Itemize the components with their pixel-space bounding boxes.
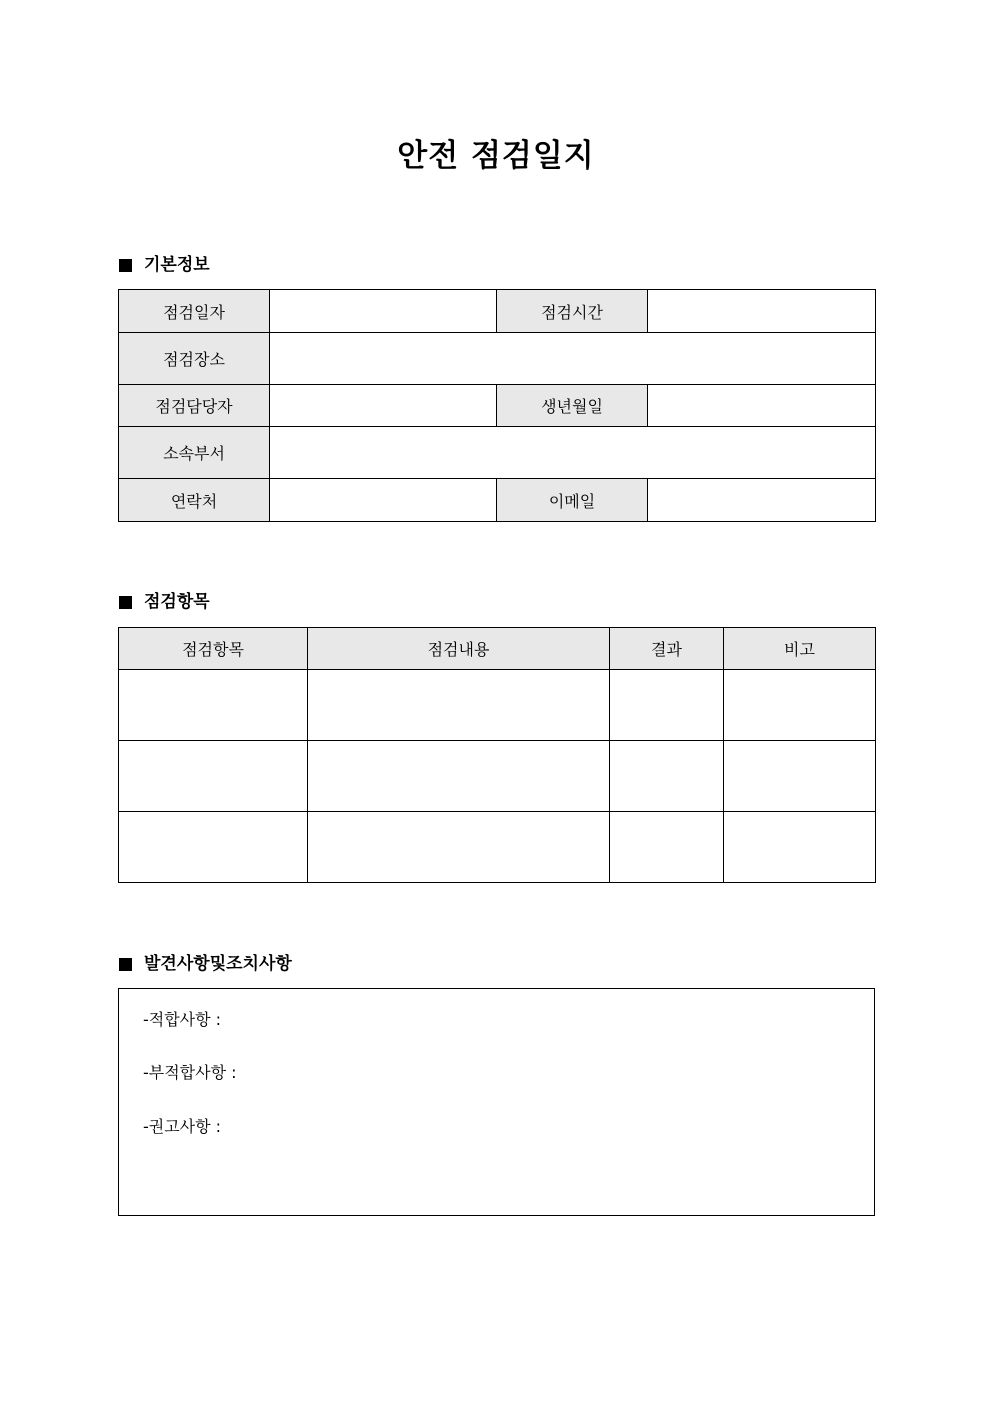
birthdate-field[interactable] [648,385,876,427]
basic-info-table [118,289,876,522]
column-header-result: 결과 [610,628,724,670]
location-label: 점검장소 [119,333,270,385]
item-cell[interactable] [119,812,308,883]
inspector-field[interactable] [270,385,497,427]
inspector-label: 점검담당자 [119,385,270,427]
table-row [119,670,876,741]
column-header-content: 점검내용 [308,628,610,670]
noncompliant-items-line: -부적합사항 : [143,1063,237,1082]
square-bullet-icon [119,596,132,609]
remarks-cell[interactable] [724,741,876,812]
result-cell[interactable] [610,670,724,741]
compliant-items-line: -적합사항 : [143,1010,222,1029]
email-label: 이메일 [497,479,648,522]
table-row [119,479,876,522]
department-label: 소속부서 [119,427,270,479]
contact-label: 연락처 [119,479,270,522]
content-cell[interactable] [308,670,610,741]
column-header-remarks: 비고 [724,628,876,670]
recommendations-line: -권고사항 : [143,1117,222,1136]
remarks-cell[interactable] [724,670,876,741]
table-header-row [119,628,876,670]
section-heading-basic-info [119,253,210,277]
remarks-cell[interactable] [724,812,876,883]
table-row [119,290,876,333]
email-field[interactable] [648,479,876,522]
content-cell[interactable] [308,812,610,883]
table-row [119,385,876,427]
time-label: 점검시간 [497,290,648,333]
square-bullet-icon [119,958,132,971]
date-field[interactable] [270,290,497,333]
section-heading-label: 기본정보 [144,255,210,275]
contact-field[interactable] [270,479,497,522]
column-header-item: 점검항목 [119,628,308,670]
department-field[interactable] [270,427,876,479]
section-heading-findings [119,952,292,976]
page-title: 안전 점검일지 [397,138,595,174]
section-heading-label: 점검항목 [144,592,210,612]
square-bullet-icon [119,259,132,272]
section-heading-label: 발견사항및조치사항 [144,954,292,974]
location-field[interactable] [270,333,876,385]
item-cell[interactable] [119,741,308,812]
time-field[interactable] [648,290,876,333]
table-row [119,427,876,479]
content-cell[interactable] [308,741,610,812]
result-cell[interactable] [610,741,724,812]
inspection-table [118,627,876,883]
date-label: 점검일자 [119,290,270,333]
table-row [119,741,876,812]
findings-box[interactable] [118,988,875,1216]
table-row [119,812,876,883]
section-heading-inspection [119,590,210,614]
item-cell[interactable] [119,670,308,741]
table-row [119,333,876,385]
birthdate-label: 생년월일 [497,385,648,427]
result-cell[interactable] [610,812,724,883]
